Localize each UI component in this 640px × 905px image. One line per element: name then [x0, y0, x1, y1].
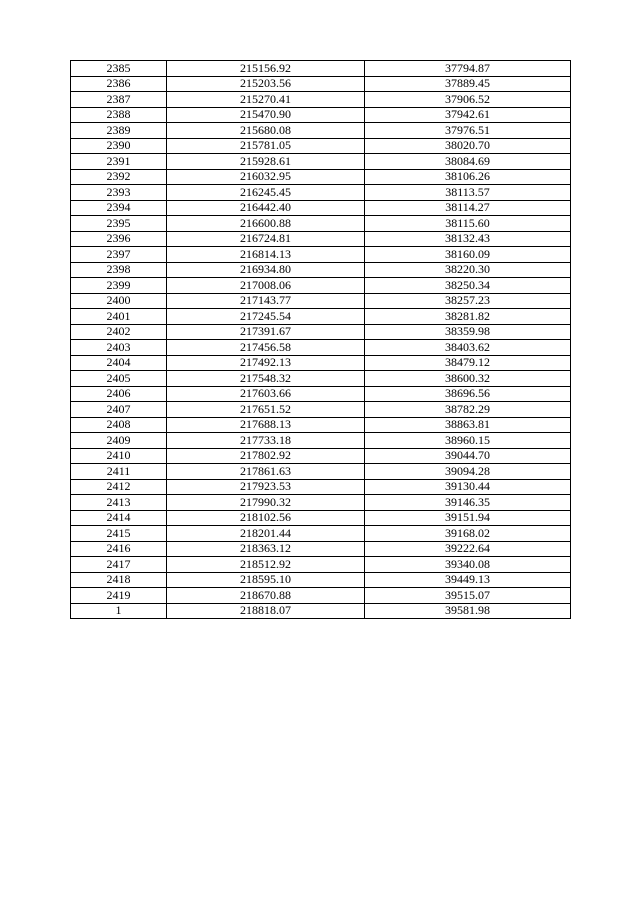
y-coordinate-cell: 38113.57 — [365, 185, 571, 201]
y-coordinate-cell: 38782.29 — [365, 402, 571, 418]
point-number-cell: 2385 — [71, 61, 167, 77]
x-coordinate-cell: 218670.88 — [167, 588, 365, 604]
point-number-cell: 2398 — [71, 262, 167, 278]
x-coordinate-cell: 217245.54 — [167, 309, 365, 325]
y-coordinate-cell: 38960.15 — [365, 433, 571, 449]
table-row — [71, 557, 571, 573]
y-coordinate-cell: 38020.70 — [365, 138, 571, 154]
x-coordinate-cell: 217802.92 — [167, 448, 365, 464]
point-number-cell: 2404 — [71, 355, 167, 371]
table-row — [71, 185, 571, 201]
point-number-cell: 2394 — [71, 200, 167, 216]
table-row — [71, 61, 571, 77]
table-row — [71, 231, 571, 247]
x-coordinate-cell: 216814.13 — [167, 247, 365, 263]
table-row — [71, 588, 571, 604]
x-coordinate-cell: 217456.58 — [167, 340, 365, 356]
table-row — [71, 262, 571, 278]
x-coordinate-cell: 217008.06 — [167, 278, 365, 294]
point-number-cell: 2414 — [71, 510, 167, 526]
y-coordinate-cell: 38114.27 — [365, 200, 571, 216]
x-coordinate-cell: 215781.05 — [167, 138, 365, 154]
x-coordinate-cell: 215680.08 — [167, 123, 365, 139]
coordinates-table — [70, 60, 571, 619]
table-row — [71, 278, 571, 294]
y-coordinate-cell: 39151.94 — [365, 510, 571, 526]
table-row — [71, 541, 571, 557]
y-coordinate-cell: 39130.44 — [365, 479, 571, 495]
table-row — [71, 216, 571, 232]
y-coordinate-cell: 37942.61 — [365, 107, 571, 123]
table-row — [71, 340, 571, 356]
table-row — [71, 495, 571, 511]
x-coordinate-cell: 218818.07 — [167, 603, 365, 619]
point-number-cell: 2396 — [71, 231, 167, 247]
point-number-cell: 2405 — [71, 371, 167, 387]
x-coordinate-cell: 217651.52 — [167, 402, 365, 418]
table-row — [71, 355, 571, 371]
table-row — [71, 324, 571, 340]
y-coordinate-cell: 38257.23 — [365, 293, 571, 309]
y-coordinate-cell: 38403.62 — [365, 340, 571, 356]
table-row — [71, 169, 571, 185]
point-number-cell: 2392 — [71, 169, 167, 185]
x-coordinate-cell: 215156.92 — [167, 61, 365, 77]
x-coordinate-cell: 216724.81 — [167, 231, 365, 247]
point-number-cell: 2416 — [71, 541, 167, 557]
y-coordinate-cell: 38220.30 — [365, 262, 571, 278]
y-coordinate-cell: 38160.09 — [365, 247, 571, 263]
x-coordinate-cell: 216600.88 — [167, 216, 365, 232]
y-coordinate-cell: 38115.60 — [365, 216, 571, 232]
y-coordinate-cell: 39449.13 — [365, 572, 571, 588]
point-number-cell: 2402 — [71, 324, 167, 340]
x-coordinate-cell: 217603.66 — [167, 386, 365, 402]
table-row — [71, 123, 571, 139]
point-number-cell: 2388 — [71, 107, 167, 123]
point-number-cell: 2400 — [71, 293, 167, 309]
y-coordinate-cell: 38132.43 — [365, 231, 571, 247]
table-row — [71, 603, 571, 619]
table-row — [71, 92, 571, 108]
point-number-cell: 2401 — [71, 309, 167, 325]
x-coordinate-cell: 218102.56 — [167, 510, 365, 526]
x-coordinate-cell: 217733.18 — [167, 433, 365, 449]
x-coordinate-cell: 217548.32 — [167, 371, 365, 387]
table-row — [71, 433, 571, 449]
y-coordinate-cell: 38084.69 — [365, 154, 571, 170]
table-row — [71, 293, 571, 309]
point-number-cell: 2390 — [71, 138, 167, 154]
point-number-cell: 2399 — [71, 278, 167, 294]
point-number-cell: 2409 — [71, 433, 167, 449]
table-row — [71, 510, 571, 526]
point-number-cell: 2386 — [71, 76, 167, 92]
x-coordinate-cell: 218595.10 — [167, 572, 365, 588]
point-number-cell: 2408 — [71, 417, 167, 433]
x-coordinate-cell: 215470.90 — [167, 107, 365, 123]
point-number-cell: 2393 — [71, 185, 167, 201]
y-coordinate-cell: 38281.82 — [365, 309, 571, 325]
x-coordinate-cell: 215203.56 — [167, 76, 365, 92]
table-row — [71, 417, 571, 433]
point-number-cell: 2397 — [71, 247, 167, 263]
point-number-cell: 2395 — [71, 216, 167, 232]
point-number-cell: 2419 — [71, 588, 167, 604]
point-number-cell: 2389 — [71, 123, 167, 139]
y-coordinate-cell: 38250.34 — [365, 278, 571, 294]
point-number-cell: 2391 — [71, 154, 167, 170]
y-coordinate-cell: 38479.12 — [365, 355, 571, 371]
y-coordinate-cell: 37906.52 — [365, 92, 571, 108]
x-coordinate-cell: 217391.67 — [167, 324, 365, 340]
point-number-cell: 2415 — [71, 526, 167, 542]
table-row — [71, 154, 571, 170]
y-coordinate-cell: 37794.87 — [365, 61, 571, 77]
y-coordinate-cell: 39044.70 — [365, 448, 571, 464]
y-coordinate-cell: 39094.28 — [365, 464, 571, 480]
point-number-cell: 2412 — [71, 479, 167, 495]
y-coordinate-cell: 39222.64 — [365, 541, 571, 557]
table-row — [71, 76, 571, 92]
y-coordinate-cell: 39146.35 — [365, 495, 571, 511]
y-coordinate-cell: 38600.32 — [365, 371, 571, 387]
coordinates-table-body — [71, 61, 571, 619]
x-coordinate-cell: 218363.12 — [167, 541, 365, 557]
table-row — [71, 526, 571, 542]
table-row — [71, 309, 571, 325]
y-coordinate-cell: 39581.98 — [365, 603, 571, 619]
x-coordinate-cell: 216032.95 — [167, 169, 365, 185]
table-row — [71, 386, 571, 402]
y-coordinate-cell: 38863.81 — [365, 417, 571, 433]
x-coordinate-cell: 217143.77 — [167, 293, 365, 309]
point-number-cell: 1 — [71, 603, 167, 619]
y-coordinate-cell: 39340.08 — [365, 557, 571, 573]
table-row — [71, 448, 571, 464]
point-number-cell: 2406 — [71, 386, 167, 402]
point-number-cell: 2403 — [71, 340, 167, 356]
table-row — [71, 479, 571, 495]
x-coordinate-cell: 216442.40 — [167, 200, 365, 216]
x-coordinate-cell: 218512.92 — [167, 557, 365, 573]
y-coordinate-cell: 38696.56 — [365, 386, 571, 402]
table-row — [71, 402, 571, 418]
x-coordinate-cell: 215270.41 — [167, 92, 365, 108]
point-number-cell: 2387 — [71, 92, 167, 108]
table-row — [71, 138, 571, 154]
y-coordinate-cell: 39168.02 — [365, 526, 571, 542]
table-row — [71, 371, 571, 387]
point-number-cell: 2413 — [71, 495, 167, 511]
point-number-cell: 2411 — [71, 464, 167, 480]
point-number-cell: 2418 — [71, 572, 167, 588]
x-coordinate-cell: 217688.13 — [167, 417, 365, 433]
x-coordinate-cell: 215928.61 — [167, 154, 365, 170]
x-coordinate-cell: 216245.45 — [167, 185, 365, 201]
table-row — [71, 464, 571, 480]
x-coordinate-cell: 218201.44 — [167, 526, 365, 542]
table-row — [71, 107, 571, 123]
table-row — [71, 247, 571, 263]
y-coordinate-cell: 38359.98 — [365, 324, 571, 340]
y-coordinate-cell: 37889.45 — [365, 76, 571, 92]
y-coordinate-cell: 37976.51 — [365, 123, 571, 139]
point-number-cell: 2417 — [71, 557, 167, 573]
x-coordinate-cell: 217861.63 — [167, 464, 365, 480]
point-number-cell: 2410 — [71, 448, 167, 464]
x-coordinate-cell: 216934.80 — [167, 262, 365, 278]
y-coordinate-cell: 38106.26 — [365, 169, 571, 185]
x-coordinate-cell: 217990.32 — [167, 495, 365, 511]
y-coordinate-cell: 39515.07 — [365, 588, 571, 604]
x-coordinate-cell: 217492.13 — [167, 355, 365, 371]
table-row — [71, 200, 571, 216]
table-row — [71, 572, 571, 588]
point-number-cell: 2407 — [71, 402, 167, 418]
x-coordinate-cell: 217923.53 — [167, 479, 365, 495]
